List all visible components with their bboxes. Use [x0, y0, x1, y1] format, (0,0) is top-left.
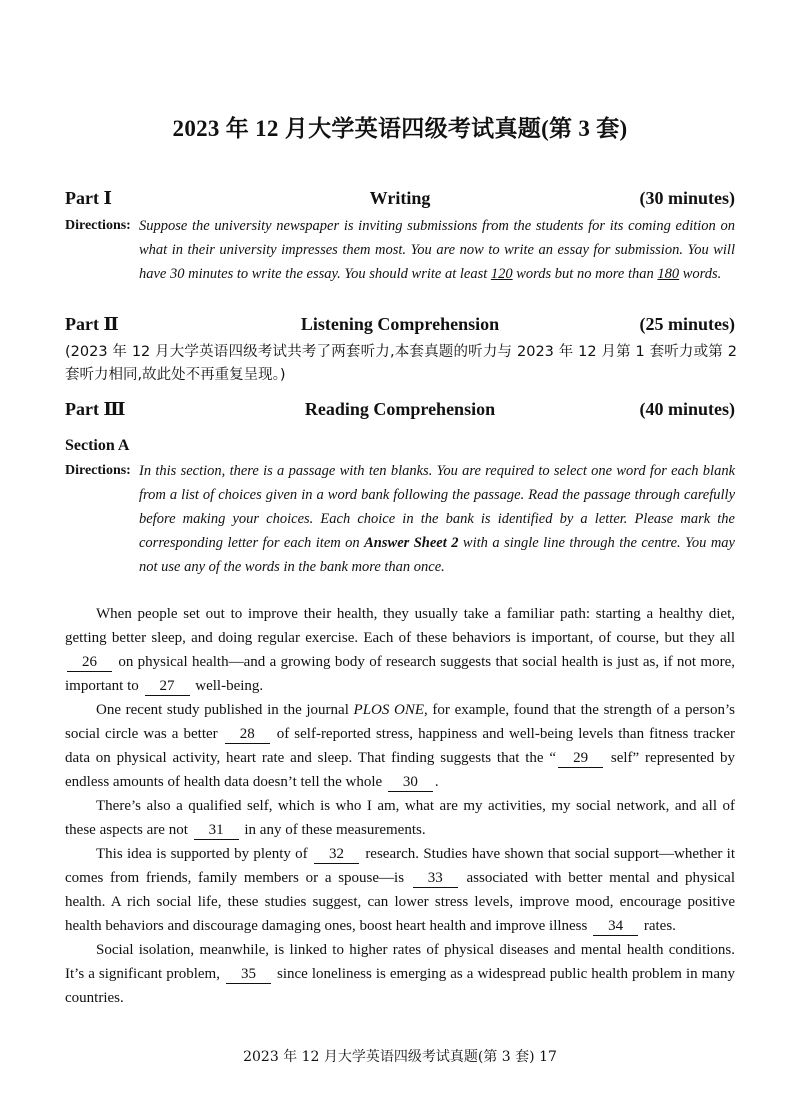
min-word-count: 120: [490, 266, 513, 282]
passage-text: well-being.: [191, 678, 264, 694]
part-1-directions-text-c: words.: [679, 266, 722, 282]
blank-28: 28: [225, 726, 270, 744]
passage-text: of self-reported stress, happiness and well-being levels than fitness tracker data on physical activity, heart rate and sleep. That finding suggests that the “: [65, 726, 735, 766]
part-1-directions-text-b: words but no more than: [512, 266, 658, 282]
passage-text: rates.: [640, 918, 676, 934]
passage-paragraph-5: [65, 938, 735, 1010]
part-2-heading: [65, 314, 735, 340]
page-title: 2023 年 12 月大学英语四级考试真题(第 3 套): [172, 116, 628, 141]
part-3-name: Reading Comprehension: [304, 399, 496, 419]
part-3-time: (40 minutes): [639, 399, 735, 419]
section-a-directions: [139, 459, 735, 579]
passage-text: .: [434, 774, 439, 790]
passage-text: , for example, found that the strength of a person’s social circle was a better: [65, 702, 735, 742]
passage-text: One recent study published in the journal: [96, 702, 354, 718]
passage-text: There’s also a qualified self, which is who I am, what are my activities, my social network, and all of these aspects are not: [65, 798, 735, 838]
passage-text: associated with better mental and physical health. A rich social life, these studies suggest, can lower stress levels, improve mood, encourage positive health behaviors and discourage damaging ones, boost heart health and improve illness: [65, 870, 735, 934]
blank-31: 31: [194, 822, 239, 840]
part-1-time: (30 minutes): [639, 188, 735, 208]
passage-paragraph-4: [65, 842, 735, 938]
part-1-directions-text-a: Suppose the university newspaper is inviting submissions from the students for its coming edition on what in their university impresses them most. You are now to write an essay for submission. You will have 30 minutes to write the essay. You should write at least: [139, 218, 735, 282]
blank-32: 32: [314, 846, 359, 864]
passage-text: When people set out to improve their health, they usually take a familiar path: starting a healthy diet, getting better sleep, and doing regular exercise. Each of these behaviors is important, of course, but they all: [65, 606, 735, 646]
passage-paragraph-1: [65, 602, 735, 698]
passage-text: This idea is supported by plenty of: [96, 846, 312, 862]
blank-35: 35: [226, 966, 271, 984]
passage-text: self” represented by endless amounts of health data doesn’t tell the whole: [65, 750, 735, 790]
part-1-directions: [139, 214, 735, 286]
part-1-name: Writing: [369, 188, 431, 208]
part-2-time: (25 minutes): [639, 314, 735, 334]
passage-paragraph-3: [65, 794, 735, 842]
blank-33: 33: [413, 870, 458, 888]
section-a-directions-text-b: with a single line through the centre. You may not use any of the words in the bank more than once.: [139, 535, 735, 575]
blank-34: 34: [593, 918, 638, 936]
blank-26: 26: [67, 654, 112, 672]
section-a-directions-text-a: In this section, there is a passage with ten blanks. You are required to select one word for each blank from a list of choices given in a word bank following the passage. Read the passage through carefully before making your choices. Each choice in the bank is identified by a letter. Please mark the corresponding letter for each item on: [139, 463, 735, 551]
part-2-note: (2023 年 12 月大学英语四级考试共考了两套听力,本套真题的听力与 2023 年 12 月第 1 套听力或第 2 套听力相同,故此处不再重复呈现。): [65, 344, 737, 383]
passage-text: on physical health—and a growing body of research suggests that social health is just as, if not more, important to: [65, 654, 735, 694]
part-2-label: Part Ⅱ: [65, 314, 119, 334]
reading-passage: [65, 602, 735, 1010]
journal-name: PLOS ONE: [353, 702, 425, 718]
passage-text: since loneliness is emerging as a widespread public health problem in many countries.: [65, 966, 735, 1006]
passage-text: Social isolation, meanwhile, is linked to higher rates of physical diseases and mental health conditions. It’s a significant problem,: [65, 942, 735, 982]
section-a-directions-label: Directions:: [65, 463, 131, 478]
passage-paragraph-2: [65, 698, 735, 794]
section-a-heading: Section A: [65, 437, 130, 454]
blank-27: 27: [145, 678, 190, 696]
part-1-heading: [65, 188, 735, 214]
part-1-directions-label: Directions:: [65, 218, 131, 233]
blank-29: 29: [558, 750, 603, 768]
passage-text: research. Studies have shown that social support—whether it comes from friends, family members or a spouse—is: [65, 846, 735, 886]
max-word-count: 180: [657, 266, 680, 282]
passage-text: in any of these measurements.: [240, 822, 426, 838]
answer-sheet-ref: Answer Sheet 2: [364, 535, 459, 551]
part-2-name: Listening Comprehension: [300, 314, 500, 334]
blank-30: 30: [388, 774, 433, 792]
part-3-label: Part Ⅲ: [65, 399, 126, 419]
part-1-label: Part Ⅰ: [65, 188, 112, 208]
page-footer: 2023 年 12 月大学英语四级考试真题(第 3 套) 17: [243, 1049, 557, 1065]
part-3-heading: [65, 399, 735, 425]
